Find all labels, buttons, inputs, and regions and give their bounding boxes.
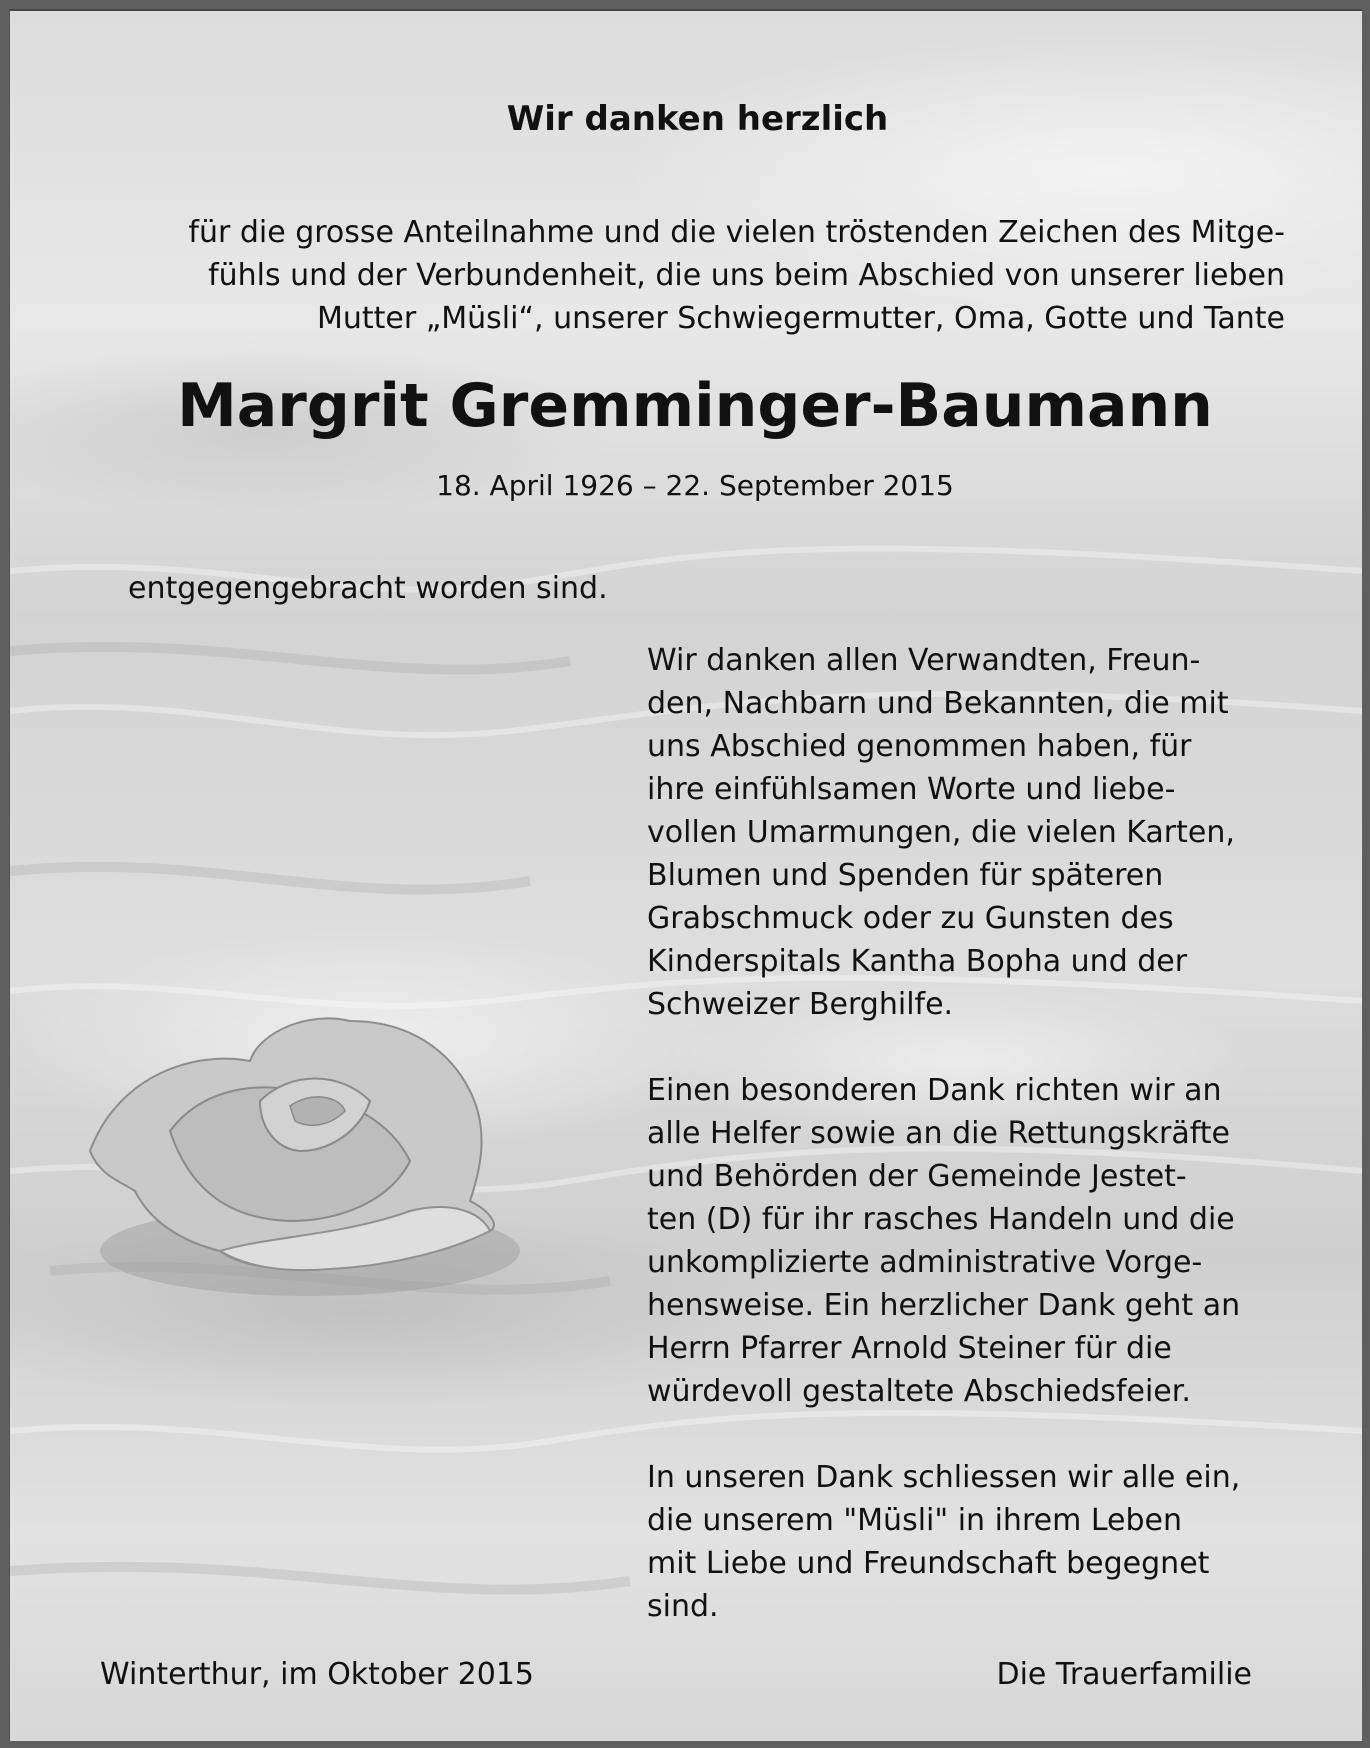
thanks-paragraph xyxy=(647,639,1287,1026)
text-line: alle Helfer sowie an die Rettungskräfte xyxy=(647,1116,1230,1151)
text-line: Wir danken allen Verwandten, Freun- xyxy=(647,643,1201,678)
obituary-notice xyxy=(9,9,1362,1741)
signature: Die Trauerfamilie xyxy=(996,1657,1252,1692)
text-line: hensweise. Ein herzlicher Dank geht an xyxy=(647,1288,1241,1323)
text-line: den, Nachbarn und Bekannten, die mit xyxy=(647,686,1229,721)
page-title: Wir danken herzlich xyxy=(506,99,889,139)
intro-line: Mutter „Müsli“, unserer Schwiegermutter, Oma, Gotte und Tante xyxy=(316,301,1285,336)
thanks-paragraph xyxy=(647,1456,1287,1628)
deceased-name: Margrit Gremminger-Baumann xyxy=(177,371,1213,441)
intro-text xyxy=(105,211,1285,340)
text-line: Kinderspitals Kantha Bopha und der xyxy=(647,944,1188,979)
text-line: Blumen und Spenden für späteren xyxy=(647,858,1164,893)
text-line: und Behörden der Gemeinde Jestet- xyxy=(647,1159,1187,1194)
text-line: würdevoll gestaltete Abschiedsfeier. xyxy=(647,1374,1191,1409)
intro-continuation: entgegengebracht worden sind. xyxy=(128,571,608,606)
text-line: ten (D) für ihr rasches Handeln und die xyxy=(647,1202,1235,1237)
thanks-column xyxy=(647,639,1287,1671)
text-line: Herrn Pfarrer Arnold Steiner für die xyxy=(647,1331,1172,1366)
text-line: Einen besonderen Dank richten wir an xyxy=(647,1073,1222,1108)
intro-line: fühls und der Verbundenheit, die uns beim Abschied von unserer lieben xyxy=(208,258,1285,293)
text-line: uns Abschied genommen haben, für xyxy=(647,729,1192,764)
text-line: sind. xyxy=(647,1589,719,1624)
text-line: In unseren Dank schliessen wir alle ein, xyxy=(647,1460,1241,1495)
text-line: mit Liebe und Freundschaft begegnet xyxy=(647,1546,1210,1581)
intro-line: für die grosse Anteilnahme und die vielen tröstenden Zeichen des Mitge- xyxy=(188,215,1285,250)
text-line: die unserem "Müsli" in ihrem Leben xyxy=(647,1503,1182,1538)
life-dates: 18. April 1926 – 22. September 2015 xyxy=(436,469,954,502)
place-date: Winterthur, im Oktober 2015 xyxy=(100,1657,535,1692)
text-line: Grabschmuck oder zu Gunsten des xyxy=(647,901,1174,936)
text-line: Schweizer Berghilfe. xyxy=(647,987,954,1022)
thanks-paragraph xyxy=(647,1069,1287,1413)
text-line: ihre einfühlsamen Worte und liebe- xyxy=(647,772,1176,807)
text-line: vollen Umarmungen, die vielen Karten, xyxy=(647,815,1235,850)
text-line: unkomplizierte administrative Vorge- xyxy=(647,1245,1203,1280)
